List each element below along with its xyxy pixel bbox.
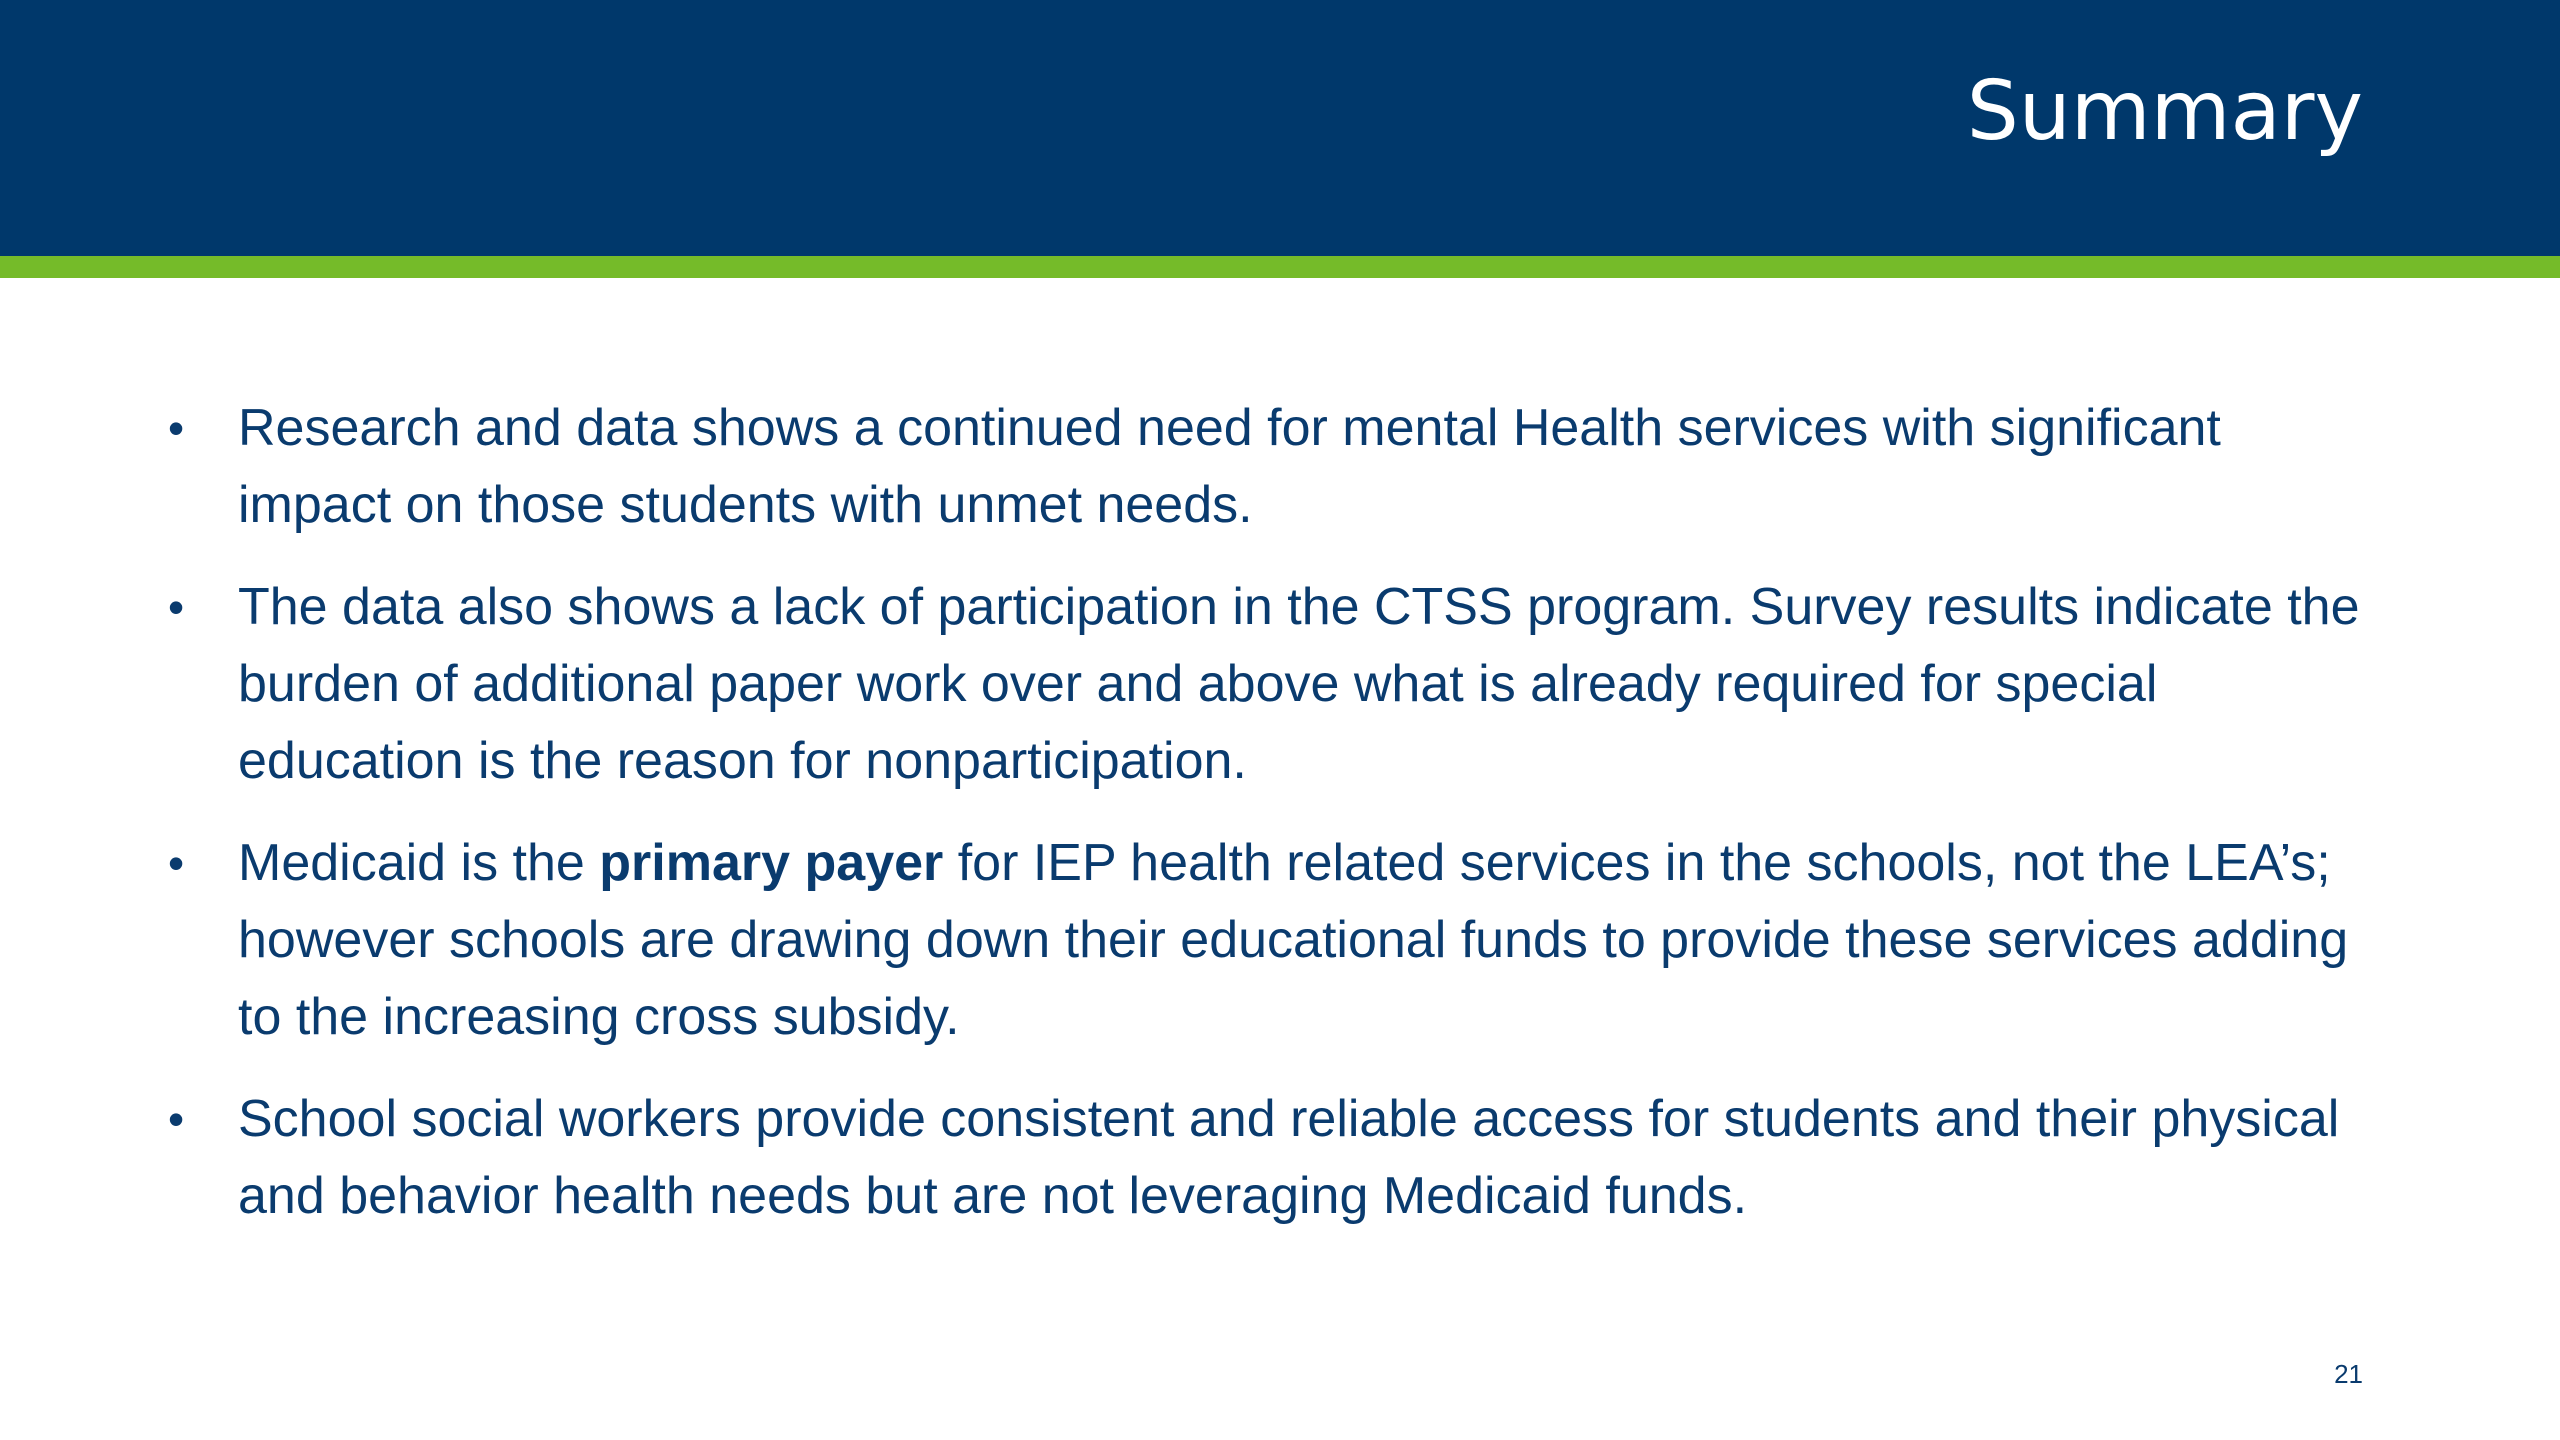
bullet-icon: • — [168, 837, 185, 889]
bullet-item — [168, 569, 2368, 800]
bullet-icon: • — [168, 581, 185, 633]
bullet-item — [168, 825, 2368, 1056]
bullet-text-after: for IEP health related services in the schools, not the LEA’s; however schools are drawing down their educational funds to provide these services adding to the increasing cross subsidy. — [238, 834, 2349, 1046]
bullet-icon: • — [168, 402, 185, 454]
bullet-text-emphasis: primary payer — [599, 834, 944, 892]
slide-content — [168, 390, 2368, 1260]
slide-title: Summary — [1966, 64, 2363, 159]
bullet-text: School social workers provide consistent and reliable access for students and their physical and behavior health needs but are not leveraging Medicaid funds. — [238, 1090, 2340, 1225]
page-number: 21 — [2334, 1359, 2363, 1389]
bullet-text-before: Medicaid is the — [238, 834, 600, 892]
bullet-item — [168, 1081, 2368, 1235]
header-accent-bar — [0, 256, 2560, 278]
slide-header — [0, 0, 2560, 256]
bullet-list — [168, 390, 2368, 1235]
bullet-text: Research and data shows a continued need for mental Health services with significant impact on those students with unmet needs. — [238, 399, 2221, 534]
bullet-item — [168, 390, 2368, 544]
bullet-text: The data also shows a lack of participation in the CTSS program. Survey results indicate the burden of additional paper work over and above what is already required for special education is the reason for nonparticipation. — [238, 578, 2360, 790]
bullet-icon: • — [168, 1093, 185, 1145]
